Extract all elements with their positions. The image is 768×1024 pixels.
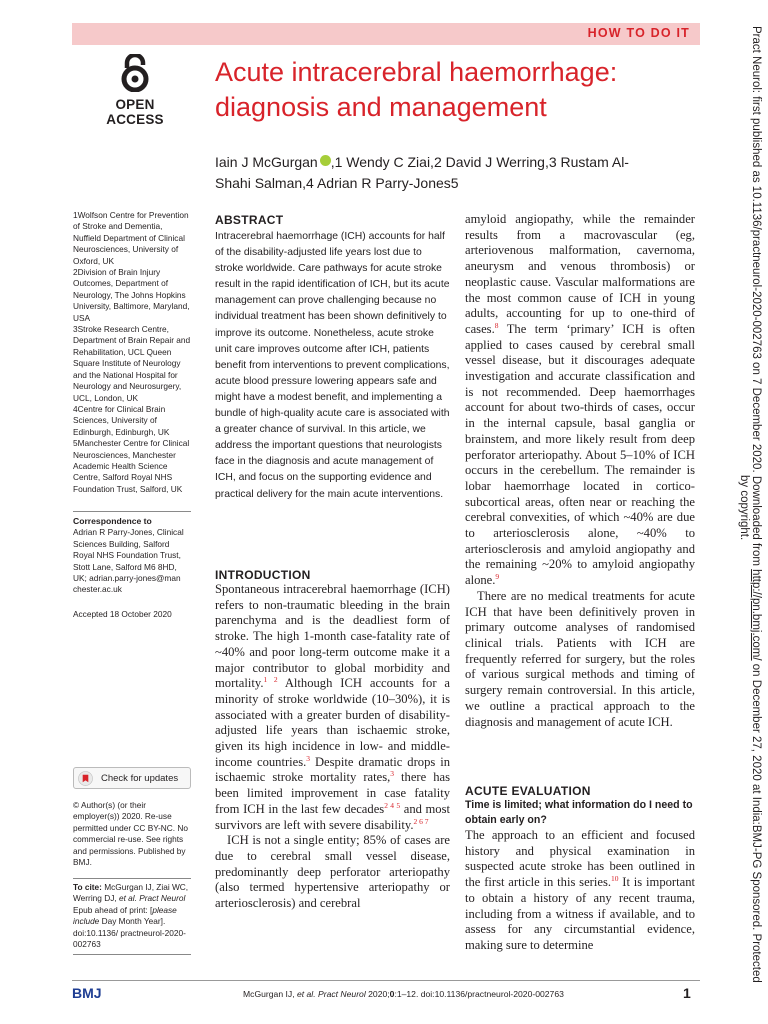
introduction-body xyxy=(215,582,450,912)
download-notice-2 xyxy=(738,26,768,984)
citation-ref[interactable]: 10 xyxy=(611,873,619,883)
introduction-heading: INTRODUCTION xyxy=(215,568,311,582)
affiliation-item: 3Stroke Research Centre, Department of Brain Repair and Rehabilitation, UCL Queen Square Institute of Neurology and the National Hospital for Neurology and Neurosurgery, UCL, London, UK xyxy=(73,324,191,403)
citation-ref[interactable]: 2 4 5 xyxy=(384,800,401,810)
orcid-icon[interactable] xyxy=(320,155,331,166)
author-list xyxy=(215,152,685,194)
section-header-band xyxy=(72,23,700,45)
paragraph: The approach to an efficient and focused history and physical examination in suspected acute stroke has been outlined in the first article in this series.$^{10}$ It is important to obtain a history of any recent trauma, including from a witness if available, and to assess for any circumstantial evidence, making sure to determine xyxy=(465,828,695,952)
abstract-heading: ABSTRACT xyxy=(215,213,284,227)
citation-ref[interactable]: 2 6 7 xyxy=(413,816,429,826)
author-rest: ,1 Wendy C Ziai,2 David J Werring,3 Rustam Al- xyxy=(330,154,629,170)
pn-bmj-link[interactable]: http://pn.bmj.com/ xyxy=(750,569,762,661)
paragraph: amyloid angiopathy, while the remainder results from a macrovascular (eg, arteriovenous malformation, cavernoma, aneurysm and venous thrombosis) or neoplastic cause. Vascular malformations are the most common cause of ICH in young adults, accounting for up to one-third of cases.$^8$ The term ‘primary’ ICH is often applied to cases caused by cerebral small vessel disease, but it discourages adequate investigation and accurate classification and is not recommended. Deep haemorrhages account for about two-thirds of cases, occur in the internal capsule, basal ganglia or brainstem, and more likely result from deep perforator arteriopathy. About 5–10% of ICH occurs in the cerebellum. The remainder is lobar haemorrhage located in cortico-subcortical areas, often near or reaching the cerebral convexities, of which ~40% are due to arteriosclerosis alone, ~40% to arteriosclerosis and amyloid angiopathy and the remaining ~20% to amyloid angiopathy alone.$^9$ xyxy=(465,212,695,588)
author-line-2: Shahi Salman,4 Adrian R Parry-Jones5 xyxy=(215,175,459,191)
article-title: Acute intracerebral haemorrhage: diagnosis and management xyxy=(215,57,618,122)
check-for-updates-label: Check for updates xyxy=(101,772,179,784)
column-two xyxy=(465,212,695,730)
citation-ref[interactable]: 3 xyxy=(390,769,395,779)
acute-evaluation-heading: ACUTE EVALUATION xyxy=(465,784,591,798)
citation-ref[interactable]: 3 xyxy=(306,753,311,763)
cite-label: To cite: xyxy=(73,882,102,892)
correspondence-heading: Correspondence to xyxy=(73,516,152,526)
citation-ref[interactable]: 1 2 xyxy=(263,675,278,685)
paragraph: Spontaneous intracerebral haemorrhage (ICH) refers to non-traumatic bleeding in the brain parenchyma and is the deadliest form of stroke. The high 1-month case-fatality rate of ~40% and poor long-term outcome make it a major contributor to global morbidity and mortality.$^{1 2}$ Although ICH accounts for a minority of stroke worldwide (10–30%), it is associated with a greater burden of disability-adjusted life years than ischaemic stroke, given its high incidence in low- and middle-income countries.$^3$ Despite dramatic drops in ischaemic stroke mortality rates,$^3$ there has been limited improvement in case fatality from ICH in the last few decades$^{2 4 5}$ and most survivors are left with severe disability.$^{2 6 7}$ xyxy=(215,582,451,832)
acute-evaluation-body xyxy=(465,828,695,954)
download-notice-line-1: Pract Neurol: first published as 10.1136/practneurol-2020-002763 on 7 December 2020. Downloaded from http://pn.bmj.com/ on December 27, 2020 at India:BMJ-PG Sponsored. Protected xyxy=(750,26,762,983)
author-first: Iain J McGurgan xyxy=(215,154,318,170)
divider xyxy=(73,511,191,512)
affiliation-item: 1Wolfson Centre for Prevention of Stroke and Dementia, Nuffield Department of Clinical Neurosciences, University of Oxford, UK xyxy=(73,210,189,266)
paragraph: ICH is not a single entity; 85% of cases are due to cerebral small vessel disease, predominantly deep perforator arteriopathy (also termed hypertensive arteriopathy or arteriosclerosis) and cerebral xyxy=(215,833,450,911)
citation-ref[interactable]: 8 xyxy=(494,320,499,330)
open-access-icon xyxy=(120,54,150,92)
open-access-label: OPEN ACCESS xyxy=(106,97,164,127)
section-label: HOW TO DO IT xyxy=(587,26,690,40)
check-for-updates-button[interactable] xyxy=(73,767,191,789)
abstract-text: Intracerebral haemorrhage (ICH) accounts for half of the disability-adjusted life years lost due to stroke worldwide. Care pathways for acute stroke result in the rapid identification of ICH, but its acute management can prove challenging because no individual treatment has been shown definitively to improve its outcome. Nonetheless, acute stroke unit care improves outcome after ICH, patients benefit from interventions to prevent complications, acute blood pressure lowering appears safe and might have a modest benefit, and implementing a bundle of high-quality acute care is associated with a greater chance of survival. In this article, we address the important questions that neurologists face in the diagnosis and acute management of ICH, and focus on the supporting evidence and practical delivery for the main acute interventions. xyxy=(215,231,450,500)
download-notice-line-2: by copyright. xyxy=(738,475,750,541)
affiliation-item: 4Centre for Clinical Brain Sciences, University of Edinburgh, Edinburgh, UK xyxy=(73,403,170,437)
accepted-date: Accepted 18 October 2020 xyxy=(73,609,172,619)
page-number: 1 xyxy=(683,985,691,1001)
footer-divider xyxy=(72,980,700,981)
correspondence-text: Adrian R Parry-Jones, Clinical Sciences Building, Salford Royal NHS Foundation Trust, Stott Lane, Salford M6 8HD, UK; adrian.parry-jones@man chester.ac.uk xyxy=(73,527,184,595)
citation-ref[interactable]: 9 xyxy=(495,571,500,581)
cite-box: To cite: McGurgan IJ, Ziai WC, Werring DJ, et al. Pract Neurol Epub ahead of print: [please include Day Month Year]. doi:10.1136/ practneurol-2020-002763 xyxy=(73,878,191,955)
abstract-section xyxy=(215,213,450,503)
subheading: Time is limited; what information do I need to obtain early on? xyxy=(465,799,693,826)
copyright-notice: © Author(s) (or their employer(s)) 2020. Re-use permitted under CC BY-NC. No commercial re-use. See rights and permissions. Published by BMJ. xyxy=(73,800,188,868)
paragraph: There are no medical treatments for acute ICH that have been definitively proven in primary outcome analyses of randomised clinical trials. Patients with ICH are frequently referred for surgery, but the roles of various surgical methods and timing of surgery remain controversial. In this article, we outline a practical approach to the diagnosis and management of acute ICH. xyxy=(465,588,695,729)
acute-evaluation-section xyxy=(465,784,695,954)
introduction-section xyxy=(215,568,450,912)
affiliation-item: 5Manchester Centre for Clinical Neurosciences, Manchester Academic Health Science Centre, Salford Royal NHS Foundation Trust, Salford, UK xyxy=(73,438,190,494)
open-access-badge xyxy=(90,54,180,127)
correspondence-block xyxy=(73,516,191,596)
affiliations xyxy=(73,210,191,495)
bmj-logo: BMJ xyxy=(72,985,102,1001)
footer-citation: McGurgan IJ, et al. Pract Neurol 2020;0:1–12. doi:10.1136/practneurol-2020-002763 xyxy=(243,989,564,999)
column-two-body xyxy=(465,212,695,730)
crossmark-icon xyxy=(78,771,93,786)
affiliation-item: 2Division of Brain Injury Outcomes, Department of Neurology, The Johns Hopkins University, Baltimore, Maryland, USA xyxy=(73,267,190,323)
